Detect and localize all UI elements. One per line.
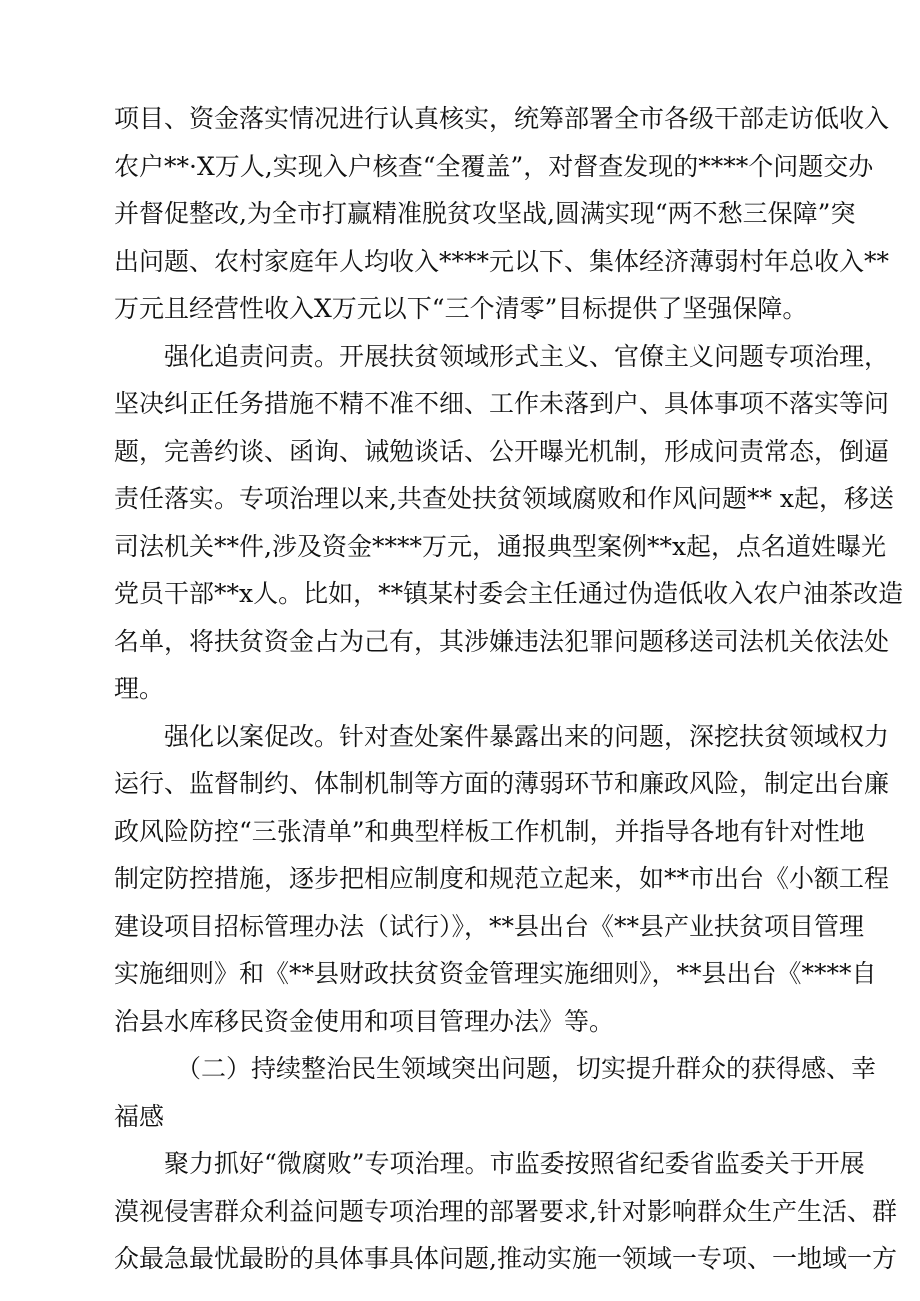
text-line: 运行、监督制约、体制机制等方面的薄弱环节和廉政风险，制定出台廉	[114, 769, 890, 798]
text-line: （二）持续整治民生领域突出问题，切实提升群众的获得感、幸	[176, 1054, 877, 1083]
text-line: 并督促整改,为全市打赢精准脱贫攻坚战,圆满实现“两不愁三保障”突	[114, 199, 856, 228]
text-line: 项目、资金落实情况进行认真核实，统筹部署全市各级干部走访低收入	[114, 104, 890, 133]
text-line: 政风险防控“三张清单”和典型样板工作机制，并指导各地有针对性地	[114, 816, 865, 846]
text-line: 强化追责问责。开展扶贫领域形式主义、官僚主义问题专项治理，	[164, 341, 890, 371]
paragraph	[114, 1140, 897, 1283]
text-line: 制定防控措施，逐步把相应制度和规范立起来，如**市出台《小额工程	[114, 864, 890, 893]
text-line: 责任落实。专项治理以来,共查处扶贫领域腐败和作风问题** x起，移送	[114, 484, 894, 513]
section-heading	[114, 1045, 877, 1140]
text-line: 坚决纠正任务措施不精不准不细、工作未落到户、具体事项不落实等问	[114, 389, 890, 418]
text-line: 理。	[114, 674, 165, 703]
text-line: 众最急最忧最盼的具体事具体问题,推动实施一领域一专项、一地域一方	[114, 1244, 897, 1273]
text-line: 司法机关**件,涉及资金****万元，通报典型案例**x起，点名道姓曝光	[114, 531, 887, 561]
paragraph	[114, 713, 890, 1046]
text-line: 治县水库移民资金使用和项目管理办法》等。	[114, 1006, 615, 1036]
text-line: 漠视侵害群众利益问题专项治理的部署要求,针对影响群众生产生活、群	[114, 1196, 897, 1226]
paragraph	[114, 333, 904, 713]
document-body	[114, 95, 904, 1283]
text-line: 题，完善约谈、函询、诫勉谈话、公开曝光机制，形成问责常态，倒逼	[114, 436, 890, 466]
text-line: 聚力抓好“微腐败”专项治理。市监委按照省纪委省监委关于开展	[164, 1149, 865, 1178]
text-line: 福感	[114, 1101, 165, 1131]
paragraph	[114, 95, 890, 333]
text-line: 建设项目招标管理办法（试行）》，**县出台《**县产业扶贫项目管理	[114, 911, 865, 941]
text-line: 万元且经营性收入X万元以下“三个清零”目标提供了坚强保障。	[114, 294, 808, 323]
text-line: 实施细则》和《**县财政扶贫资金管理实施细则》，**县出台《****自	[114, 959, 877, 988]
text-line: 农户**·X万人,实现入户核查“全覆盖”，对督查发现的****个问题交办	[114, 151, 874, 181]
text-line: 出问题、农村家庭年人均收入****元以下、集体经济薄弱村年总收入**	[114, 246, 890, 276]
text-line: 强化以案促改。针对查处案件暴露出来的问题，深挖扶贫领域权力	[164, 721, 890, 751]
text-line: 名单，将扶贫资金占为己有，其涉嫌违法犯罪问题移送司法机关依法处	[114, 626, 890, 656]
text-line: 党员干部**x人。比如，**镇某村委会主任通过伪造低收入农户油茶改造	[114, 579, 904, 608]
